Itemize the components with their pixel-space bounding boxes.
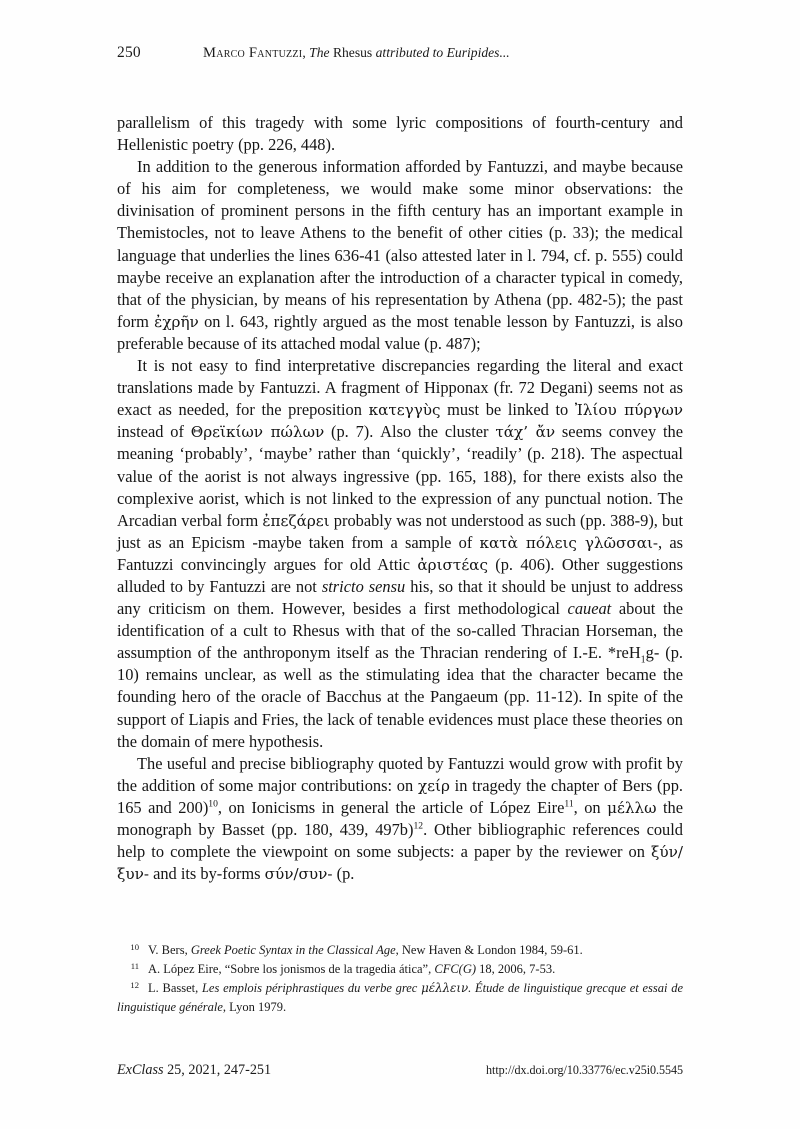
footnote-10-author: V. Bers, [148,943,191,957]
greek-mello: μέλλω [607,798,657,817]
running-head-title-italic-1: The [309,45,330,60]
footnote-10: 10 V. Bers, Greek Poetic Syntax in the Classical Age, New Haven & London 1984, 59-61. [130,941,583,957]
paragraph-3-segment-d: (p. 7). Also the cluster [324,422,496,442]
footnote-12-title-part-2: . Étude de linguistique grecque et essai de linguistique générale [117,981,683,1014]
paragraph-4-segment-e: the monograph by Basset (pp. 180, 439, 497b) [117,797,683,839]
footer-doi-link[interactable]: http://dx.doi.org/10.33776/ec.v25i0.5545 [486,1063,683,1077]
footnote-12-rest: , Lyon 1979. [222,999,287,1014]
paragraph-4-segment-d: , on [573,797,608,817]
paragraph-3-segment-f: probably was not understood as such (pp. 388-9), but just as an Epicism -maybe taken from a sample of [117,510,683,552]
footnote-12-author: L. Basset, [148,981,202,996]
footnote-12-title-part-1: Les emplois périphrastiques du verbe grec [201,981,422,996]
paragraph-4-segment-a: The useful and precise bibliography quoted by Fantuzzi would grow with profit by the addition of some major contributions: on [117,753,683,795]
running-head [0,44,800,66]
paragraph-2-segment-a: In addition to the generous information afforded by Fantuzzi, and maybe because of his aim for completeness, we would make some minor observations: the divinisation of prominent persons in the fifth century has an important example in Themistocles, not to leave Athens to the benefit of other cities (p. 33); the medical language that underlies the lines 636-41 (also attested later in l. 794, cf. p. 555) could maybe receive an explanation after the introduction of a character typical in comedy, that of the physician, by means of his representation by Athena (pp. 482-5); the past form [117,157,683,331]
paragraph-4-segment-f: . Other bibliographic references could help to complete the viewpoint on some subjects: a paper by the reviewer on [117,820,683,862]
running-head-author: Marco Fantuzzi [203,45,303,61]
paragraph-1-text: parallelism of this tragedy with some lyric compositions of fourth-century and Hellenistic poetry (pp. 226, 448). [117,113,683,155]
greek-threikion-polon: Θρεϊκίων πώλων [190,423,325,442]
paragraph-4 [117,753,683,886]
paragraph-3-segment-c: instead of [117,422,191,442]
paragraph-3 [117,355,683,753]
paragraph-4-segment-h: (p. [332,864,355,884]
footnote-11-rest: 18, 2006, 7-53. [476,962,556,977]
paragraph-4-segment-g: and its by-forms [148,864,265,884]
latin-stricto-sensu: stricto sensu [321,576,406,596]
paragraph-3-segment-e: seems convey the meaning ‘probably’, ‘maybe’ rather than ‘quickly’, ‘readily’ (p. 218). The aspectual value of the aorist is not always ingressive (pp. 165, 188), for there exists also the complexive aorist, which is not linked to the expression of any punctual notion. The Arcadian verbal form [117,422,683,530]
footnote-12: 12 L. Basset, Les emplois périphrastiques du verbe grec μέλλειν. Étude de linguistique grecque et essai de linguistique générale, Lyon 1979. [117,979,683,1014]
running-head-separator: , [302,45,310,60]
paragraph-2-segment-b: on l. 643, rightly argued as the most tenable lesson by Fantuzzi, is also preferable because of its attached modal value (p. 487); [117,311,683,353]
greek-kata-poleis-glossai: κατὰ πόλεις γλῶσσαι- [479,533,659,552]
footer-journal-name: ExClass [117,1062,164,1078]
running-head-title-italic-2: attributed to Euripides... [375,45,510,60]
greek-echren: ἐχρῆν [154,312,199,331]
greek-tach-an: τάχ’ ἄν [495,423,556,442]
paragraph-3-segment-g: , as Fantuzzi convincingly argues for old Attic [117,532,684,574]
running-head-title-roman: Rhesus [329,45,376,60]
paragraph-3-segment-i: his, so that it should be unjust to address any criticism on them. However, besides a first methodological [117,576,683,619]
footnote-12-greek-mellein: μέλλειν [421,981,469,996]
greek-xyn: ξύν/ξυν- [117,843,683,884]
footnote-11-title: CFC(G) [434,962,477,977]
paragraph-3-segment-a: It is not easy to find interpretative discrepancies regarding the literal and exact translations made by Fantuzzi. A fragment of Hipponax (fr. 72 Degani) seems not as exact as needed, for the preposition [117,356,683,420]
footnote-10-rest: , New Haven & London 1984, 59-61. [395,943,583,957]
paragraph-1 [117,112,683,156]
page-footer [117,1062,683,1079]
footnote-ref-12[interactable]: 12 [413,820,424,832]
paragraph-3-segment-k: (p. 10) remains unclear, as well as the stimulating idea that the character became the founding hero of the oracle of Bacchus at the Pangaeum (pp. 11-12). In spite of the support of Liapis and Fries, the lack of tenable evidences must place these theories on the domain of mere hypothesis. [117,643,683,751]
page-folio-number: 250 [117,44,141,61]
reconstructed-root [607,643,660,666]
greek-aristeas: ἀριστέας [417,555,488,574]
greek-syn: σύν/συν- [264,865,333,884]
footnote-11: 11 A. López Eire, “Sobre los jonismos de la tragedia ática”, CFC(G) 18, 2006, 7-53. [130,960,556,977]
greek-epezarei: ἐπεζάρει [262,511,330,530]
latin-caueat: caueat [567,599,612,619]
footnote-ref-11[interactable]: 11 [564,798,574,810]
footnotes-block [117,941,683,1017]
body-text-block [117,112,683,885]
footer-citation [117,1062,271,1079]
paragraph-4-segment-c: , on Ionicisms in general the article of López Eire [217,797,565,817]
greek-kateggys: κατεγγὺς [368,401,441,420]
footnote-ref-10[interactable]: 10 [208,798,218,810]
footnote-10-title: Greek Poetic Syntax in the Classical Age [190,943,396,957]
footnote-11-author: A. López Eire, “Sobre los jonismos de la tragedia ática”, [148,962,435,977]
paragraph-3-segment-j: about the identification of a cult to Rhesus with that of the so-called Thracian Horseman, the assumption of the anthroponym itself as the Thracian rendering of I.-E. [117,599,683,663]
reconstructed-root-pre: *reH [607,643,641,663]
paragraph-4-segment-b: in tragedy the chapter of Bers (pp. 165 and 200) [117,775,683,817]
paragraph-2 [117,156,683,355]
running-head-title [203,45,510,62]
reconstructed-root-subscript: 1 [640,654,646,666]
footer-citation-text: 25, 2021, 247-251 [163,1062,272,1078]
greek-cheir: χείρ [417,776,450,795]
reconstructed-root-post: g- [645,643,660,663]
greek-iliou-pyrgon: Ἰλίου πύργων [574,401,683,420]
paragraph-3-segment-b: must be linked to [440,400,575,420]
paragraph-3-segment-h: (p. 406). Other suggestions alluded to by Fantuzzi are not [117,554,683,596]
